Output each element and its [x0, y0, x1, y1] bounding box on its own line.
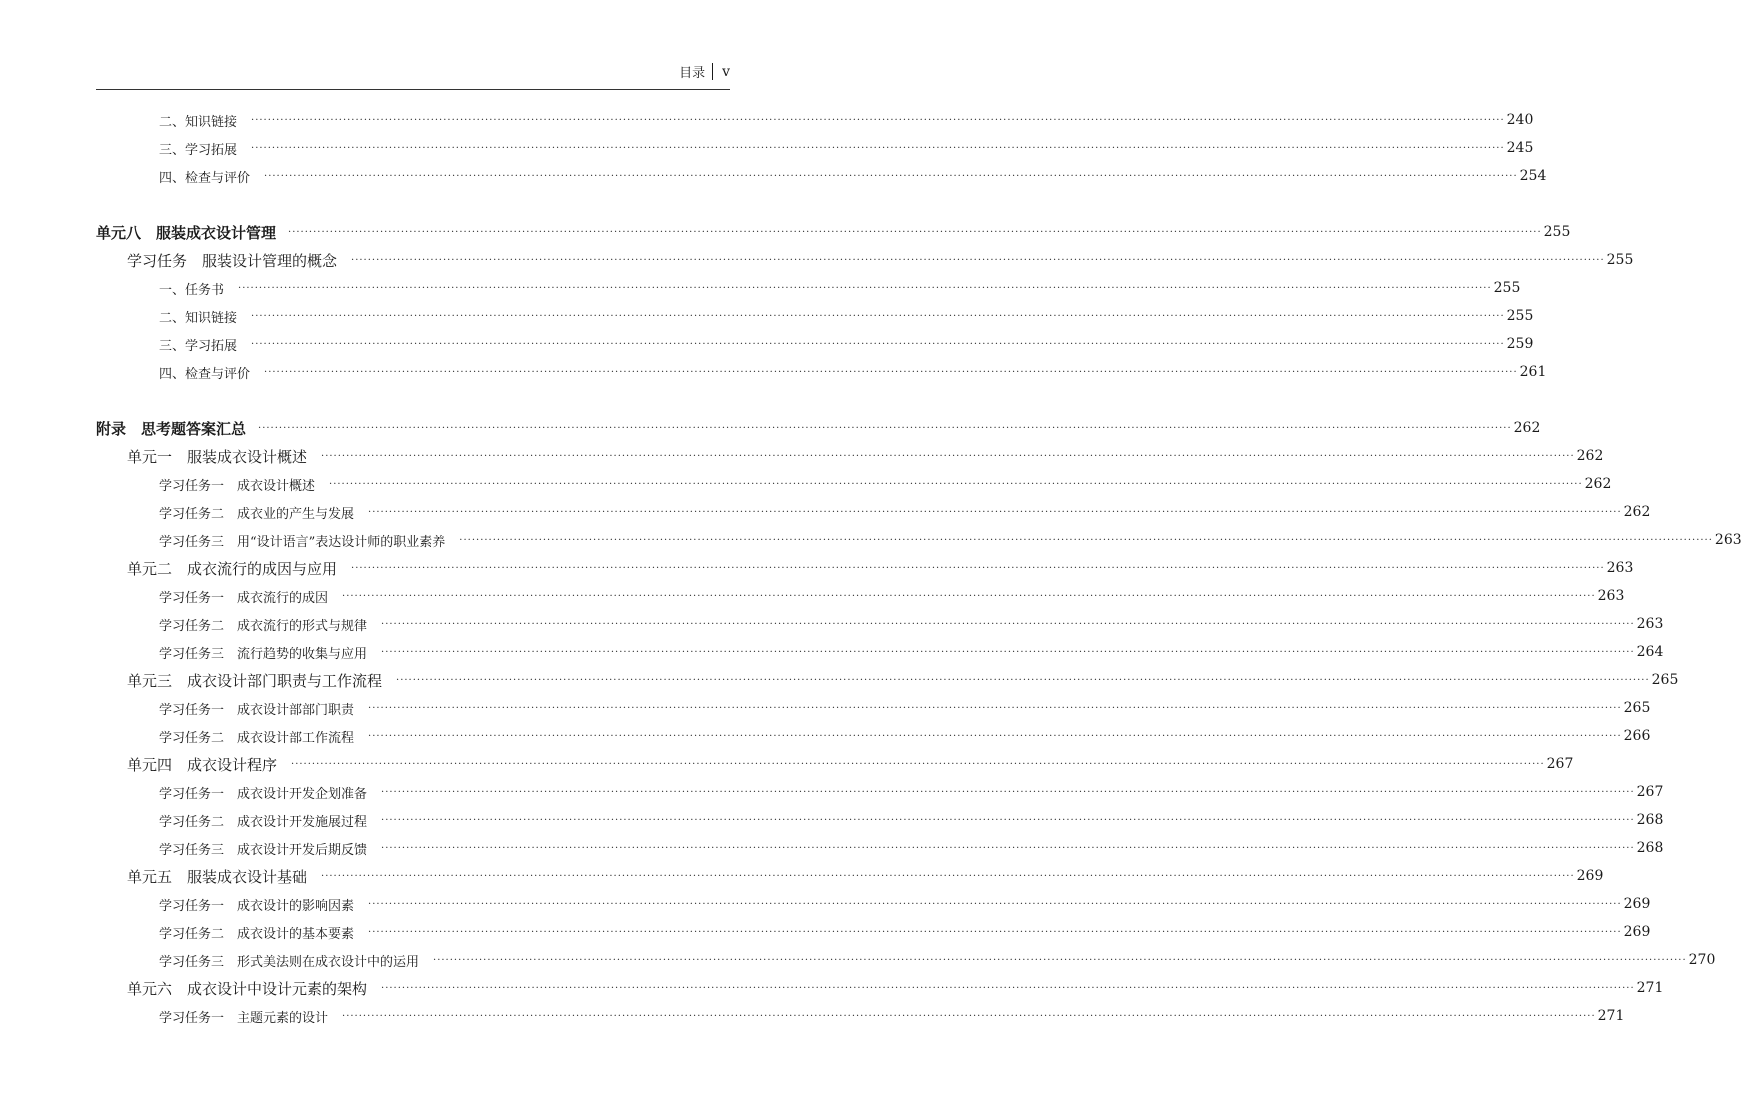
toc-entry-page: 265 — [1651, 672, 1679, 688]
toc-leader-dots: ············································································································································································································································································································ — [288, 226, 1542, 238]
toc-entry-page: 261 — [1519, 364, 1547, 380]
toc-leader-dots: ············································································································································································································································································································ — [351, 254, 1605, 266]
toc-entry-label: 四、检查与评价 — [159, 170, 251, 186]
toc-entry-label: 学习任务二 成衣设计部工作流程 — [159, 730, 355, 746]
toc-leader-dots: ············································································································································································································································································································ — [258, 422, 1512, 434]
toc-entry[interactable] — [0, 584, 1625, 608]
toc-entry[interactable] — [0, 724, 1651, 748]
header-separator — [712, 63, 713, 80]
toc-leader-dots: ············································································································································································································································································································ — [368, 702, 1622, 714]
toc-leader-dots: ············································································································································································································································································································ — [368, 926, 1622, 938]
toc-entry-page: 271 — [1636, 980, 1664, 996]
toc-entry-label: 学习任务 服装设计管理的概念 — [127, 251, 338, 270]
toc-entry-label: 四、检查与评价 — [159, 366, 251, 382]
toc-entry-page: 268 — [1636, 840, 1664, 856]
toc-entry-page: 255 — [1493, 280, 1521, 296]
toc-entry[interactable] — [0, 220, 1571, 244]
toc-entry-page: 262 — [1576, 448, 1604, 464]
toc-entry-page: 259 — [1506, 336, 1534, 352]
toc-entry-page: 266 — [1623, 728, 1651, 744]
toc-leader-dots: ············································································································································································································································································································ — [396, 674, 1650, 686]
toc-entry-label: 单元八 服装成衣设计管理 — [96, 223, 277, 242]
toc-entry-page: 263 — [1597, 588, 1625, 604]
toc-entry[interactable] — [0, 444, 1604, 468]
toc-leader-dots: ············································································································································································································································································································ — [368, 730, 1622, 742]
toc-entry[interactable] — [0, 668, 1679, 692]
toc-entry[interactable] — [0, 864, 1604, 888]
toc-entry[interactable] — [0, 696, 1651, 720]
toc-leader-dots: ············································································································································································································································································································ — [342, 1010, 1596, 1022]
toc-entry[interactable] — [0, 836, 1664, 860]
toc-entry[interactable] — [0, 472, 1612, 496]
toc-entry[interactable] — [0, 332, 1534, 356]
toc-leader-dots: ············································································································································································································································································································ — [351, 562, 1605, 574]
toc-leader-dots: ············································································································································································································································································································ — [238, 282, 1492, 294]
toc-entry-page: 255 — [1506, 308, 1534, 324]
toc-leader-dots: ············································································································································································································································································································ — [459, 534, 1713, 546]
toc-leader-dots: ············································································································································································································································································································ — [381, 814, 1635, 826]
toc-leader-dots: ············································································································································································································································································································ — [381, 982, 1635, 994]
toc-entry-page: 263 — [1606, 560, 1634, 576]
toc-entry-label: 三、学习拓展 — [159, 338, 238, 354]
toc-leader-dots: ············································································································································································································································································································ — [329, 478, 1583, 490]
toc-entry-page: 263 — [1636, 616, 1664, 632]
toc-entry[interactable] — [0, 164, 1547, 188]
toc-entry[interactable] — [0, 920, 1651, 944]
toc-entry-page: 269 — [1623, 896, 1651, 912]
toc-entry[interactable] — [0, 108, 1534, 132]
toc-entry-page: 267 — [1546, 756, 1574, 772]
toc-entry-label: 三、学习拓展 — [159, 142, 238, 158]
toc-entry-page: 269 — [1623, 924, 1651, 940]
toc-leader-dots: ············································································································································································································································································································ — [381, 618, 1635, 630]
toc-entry[interactable] — [0, 976, 1664, 1000]
toc-entry[interactable] — [0, 640, 1664, 664]
toc-leader-dots: ············································································································································································································································································································ — [381, 842, 1635, 854]
toc-entry[interactable] — [0, 556, 1634, 580]
toc-entry-page: 269 — [1576, 868, 1604, 884]
toc-entry[interactable] — [0, 1004, 1625, 1028]
toc-entry-page: 268 — [1636, 812, 1664, 828]
toc-entry-label: 学习任务三 流行趋势的收集与应用 — [159, 646, 368, 662]
toc-entry-label: 学习任务一 成衣设计的影响因素 — [159, 898, 355, 914]
toc-entry[interactable] — [0, 276, 1521, 300]
toc-entry-label: 学习任务一 主题元素的设计 — [159, 1010, 329, 1026]
toc-entry[interactable] — [0, 360, 1547, 384]
toc-leader-dots: ············································································································································································································································································································ — [251, 142, 1505, 154]
toc-entry-label: 学习任务二 成衣流行的形式与规律 — [159, 618, 368, 634]
toc-leader-dots: ············································································································································································································································································································ — [291, 758, 1545, 770]
toc-entry-page: 271 — [1597, 1008, 1625, 1024]
toc-entry-label: 学习任务三 形式美法则在成衣设计中的运用 — [159, 954, 420, 970]
toc-leader-dots: ············································································································································································································································································································ — [251, 310, 1505, 322]
toc-entry-page: 263 — [1714, 532, 1742, 548]
toc-leader-dots: ············································································································································································································································································································ — [264, 366, 1518, 378]
toc-entry-label: 学习任务二 成衣业的产生与发展 — [159, 506, 355, 522]
toc-entry[interactable] — [0, 892, 1651, 916]
toc-entry-label: 单元五 服装成衣设计基础 — [127, 867, 308, 886]
toc-entry-page: 267 — [1636, 784, 1664, 800]
toc-entry-label: 学习任务一 成衣设计开发企划准备 — [159, 786, 368, 802]
toc-entry[interactable] — [0, 612, 1664, 636]
toc-leader-dots: ············································································································································································································································································································ — [368, 506, 1622, 518]
toc-leader-dots: ············································································································································································································································································································ — [381, 646, 1635, 658]
toc-leader-dots: ············································································································································································································································································································ — [368, 898, 1622, 910]
toc-entry-label: 一、任务书 — [159, 282, 225, 298]
toc-entry-label: 单元四 成衣设计程序 — [127, 755, 278, 774]
toc-entry-label: 单元六 成衣设计中设计元素的架构 — [127, 979, 368, 998]
toc-entry[interactable] — [0, 416, 1541, 440]
running-header — [679, 62, 730, 81]
toc-entry-label: 学习任务二 成衣设计的基本要素 — [159, 926, 355, 942]
toc-entry-page: 262 — [1623, 504, 1651, 520]
toc-entry-label: 学习任务三 用“设计语言”表达设计师的职业素养 — [159, 534, 446, 550]
toc-entry-label: 学习任务一 成衣设计概述 — [159, 478, 316, 494]
toc-entry-label: 学习任务一 成衣流行的成因 — [159, 590, 329, 606]
toc-entry-label: 学习任务三 成衣设计开发后期反馈 — [159, 842, 368, 858]
toc-entry-label: 单元三 成衣设计部门职责与工作流程 — [127, 671, 383, 690]
toc-entry-label: 单元一 服装成衣设计概述 — [127, 447, 308, 466]
toc-leader-dots: ············································································································································································································································································································ — [342, 590, 1596, 602]
toc-entry-page: 255 — [1543, 224, 1571, 240]
toc-entry-label: 学习任务一 成衣设计部部门职责 — [159, 702, 355, 718]
toc-entry[interactable] — [0, 304, 1534, 328]
toc-leader-dots: ············································································································································································································································································································ — [321, 870, 1575, 882]
toc-entry[interactable] — [0, 136, 1534, 160]
header-section-title: 目录 — [679, 66, 706, 81]
toc-entry-page: 245 — [1506, 140, 1534, 156]
toc-entry[interactable] — [0, 500, 1651, 524]
header-rule — [96, 89, 730, 90]
toc-leader-dots: ············································································································································································································································································································ — [251, 338, 1505, 350]
toc-entry-page: 262 — [1584, 476, 1612, 492]
toc-entry-label: 学习任务二 成衣设计开发施展过程 — [159, 814, 368, 830]
toc-entry-page: 262 — [1513, 420, 1541, 436]
toc-entry[interactable] — [0, 752, 1574, 776]
toc-entry[interactable] — [0, 780, 1664, 804]
toc-entry-page: 254 — [1519, 168, 1547, 184]
toc-entry[interactable] — [0, 808, 1664, 832]
toc-leader-dots: ············································································································································································································································································································ — [381, 786, 1635, 798]
toc-leader-dots: ············································································································································································································································································································ — [251, 114, 1505, 126]
toc-leader-dots: ············································································································································································································································································································ — [264, 170, 1518, 182]
toc-entry-page: 255 — [1606, 252, 1634, 268]
toc-entry-page: 265 — [1623, 700, 1651, 716]
toc-entry[interactable] — [0, 948, 1716, 972]
toc-leader-dots: ············································································································································································································································································································ — [321, 450, 1575, 462]
toc-entry[interactable] — [0, 248, 1634, 272]
toc-entry-label: 二、知识链接 — [159, 114, 238, 130]
toc-entry[interactable] — [0, 528, 1742, 552]
toc-entry-page: 270 — [1688, 952, 1716, 968]
toc-entry-page: 240 — [1506, 112, 1534, 128]
toc-leader-dots: ············································································································································································································································································································ — [433, 954, 1687, 966]
toc-entry-label: 二、知识链接 — [159, 310, 238, 326]
toc-entry-label: 附录 思考题答案汇总 — [96, 419, 247, 438]
toc-entry-label: 单元二 成衣流行的成因与应用 — [127, 559, 338, 578]
header-page-number: v — [722, 63, 730, 80]
toc-entry-page: 264 — [1636, 644, 1664, 660]
